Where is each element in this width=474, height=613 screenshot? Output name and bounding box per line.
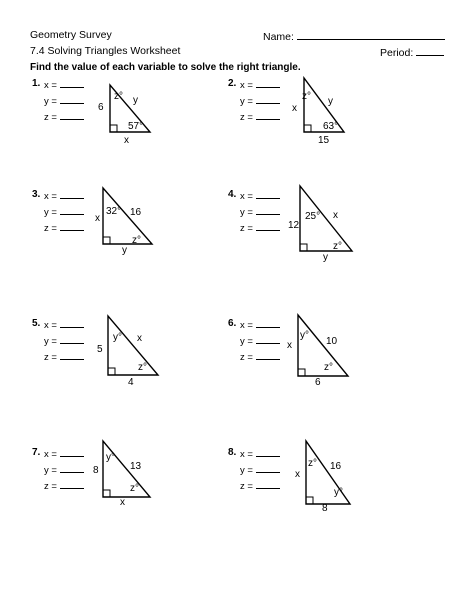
answer-label: y = [240, 207, 253, 218]
triangle-label-hyp: y [328, 96, 333, 107]
triangle-label-left: x [295, 469, 300, 480]
triangle-label-top-angle: 25° [305, 211, 321, 222]
instructions: Find the value of each variable to solve the right triangle. [30, 62, 301, 73]
answer-label: y = [44, 207, 57, 218]
triangle-label-top-angle: y° [300, 330, 309, 341]
triangle-label-bottom-angle: z° [333, 241, 342, 252]
triangle-label-hyp: y [133, 95, 138, 106]
triangle-label-top-angle: z° [308, 458, 317, 469]
worksheet-title: 7.4 Solving Triangles Worksheet [30, 45, 181, 57]
course-title: Geometry Survey [30, 29, 112, 41]
triangle-label-top-angle: 32° [106, 206, 122, 217]
triangle-label-bottom-angle: 63° [323, 121, 339, 132]
problem-number: 2. [228, 78, 237, 89]
triangle-label-hyp: x [333, 210, 338, 221]
answer-label: x = [240, 80, 253, 91]
problem-number: 7. [32, 447, 41, 458]
triangle-label-left: x [95, 213, 100, 224]
answer-label: z = [240, 481, 253, 492]
answer-label: y = [240, 336, 253, 347]
triangle-label-hyp: 16 [330, 461, 342, 472]
problem-number: 8. [228, 447, 237, 458]
triangle-label-top-angle: z° [114, 91, 123, 102]
triangle-label-top-angle: y° [113, 332, 122, 343]
triangle-label-left: 6 [98, 102, 104, 113]
triangle-label-top-angle: y° [106, 452, 115, 463]
name-label: Name: [263, 31, 294, 43]
problem-number: 4. [228, 189, 237, 200]
triangle-label-bottom-angle: y° [334, 487, 343, 498]
answer-label: x = [240, 449, 253, 460]
answer-label: z = [240, 223, 253, 234]
triangle-label-left: 12 [288, 220, 300, 231]
triangle-label-bottom-angle: z° [324, 362, 333, 373]
triangle-label-bottom-angle: 57° [128, 121, 144, 132]
triangle-label-bottom-angle: z° [130, 483, 139, 494]
triangle-label-bottom: 4 [128, 377, 134, 388]
triangle-label-bottom: y [122, 245, 127, 256]
answer-label: x = [240, 320, 253, 331]
triangle-label-bottom: y [323, 252, 328, 263]
answer-label: x = [240, 191, 253, 202]
answer-label: z = [44, 223, 57, 234]
triangle-outline [306, 441, 350, 504]
triangle-label-bottom-angle: z° [138, 362, 147, 373]
triangle-label-top-angle: z° [302, 91, 311, 102]
answer-label: z = [240, 352, 253, 363]
answer-label: x = [44, 80, 57, 91]
triangle-label-bottom: x [124, 135, 129, 146]
answer-label: z = [44, 481, 57, 492]
answer-label: y = [240, 465, 253, 476]
answer-label: y = [44, 465, 57, 476]
problem-number: 5. [32, 318, 41, 329]
problem-number: 3. [32, 189, 41, 200]
answer-label: y = [44, 96, 57, 107]
answer-label: x = [44, 191, 57, 202]
problem-number: 6. [228, 318, 237, 329]
triangle-label-hyp: 16 [130, 207, 142, 218]
answer-label: z = [44, 112, 57, 123]
answer-label: x = [44, 449, 57, 460]
triangle-label-hyp: 13 [130, 461, 142, 472]
triangle-label-left: 5 [97, 344, 103, 355]
answer-label: y = [240, 96, 253, 107]
period-label: Period: [380, 47, 414, 59]
answer-label: z = [44, 352, 57, 363]
right-angle-marker [306, 497, 313, 504]
answer-label: x = [44, 320, 57, 331]
triangle-label-hyp: 10 [326, 336, 338, 347]
answer-label: z = [240, 112, 253, 123]
triangle-label-bottom: 6 [315, 377, 321, 388]
triangle-label-left: x [292, 103, 297, 114]
triangle-label-bottom: 15 [318, 135, 330, 146]
triangle-label-bottom: 8 [322, 503, 328, 514]
triangle-label-bottom-angle: z° [132, 235, 141, 246]
triangle-label-bottom: x [120, 497, 125, 508]
problem-number: 1. [32, 78, 41, 89]
triangle-label-hyp: x [137, 333, 142, 344]
answer-label: y = [44, 336, 57, 347]
triangle-label-left: x [287, 340, 292, 351]
triangle-label-left: 8 [93, 465, 99, 476]
